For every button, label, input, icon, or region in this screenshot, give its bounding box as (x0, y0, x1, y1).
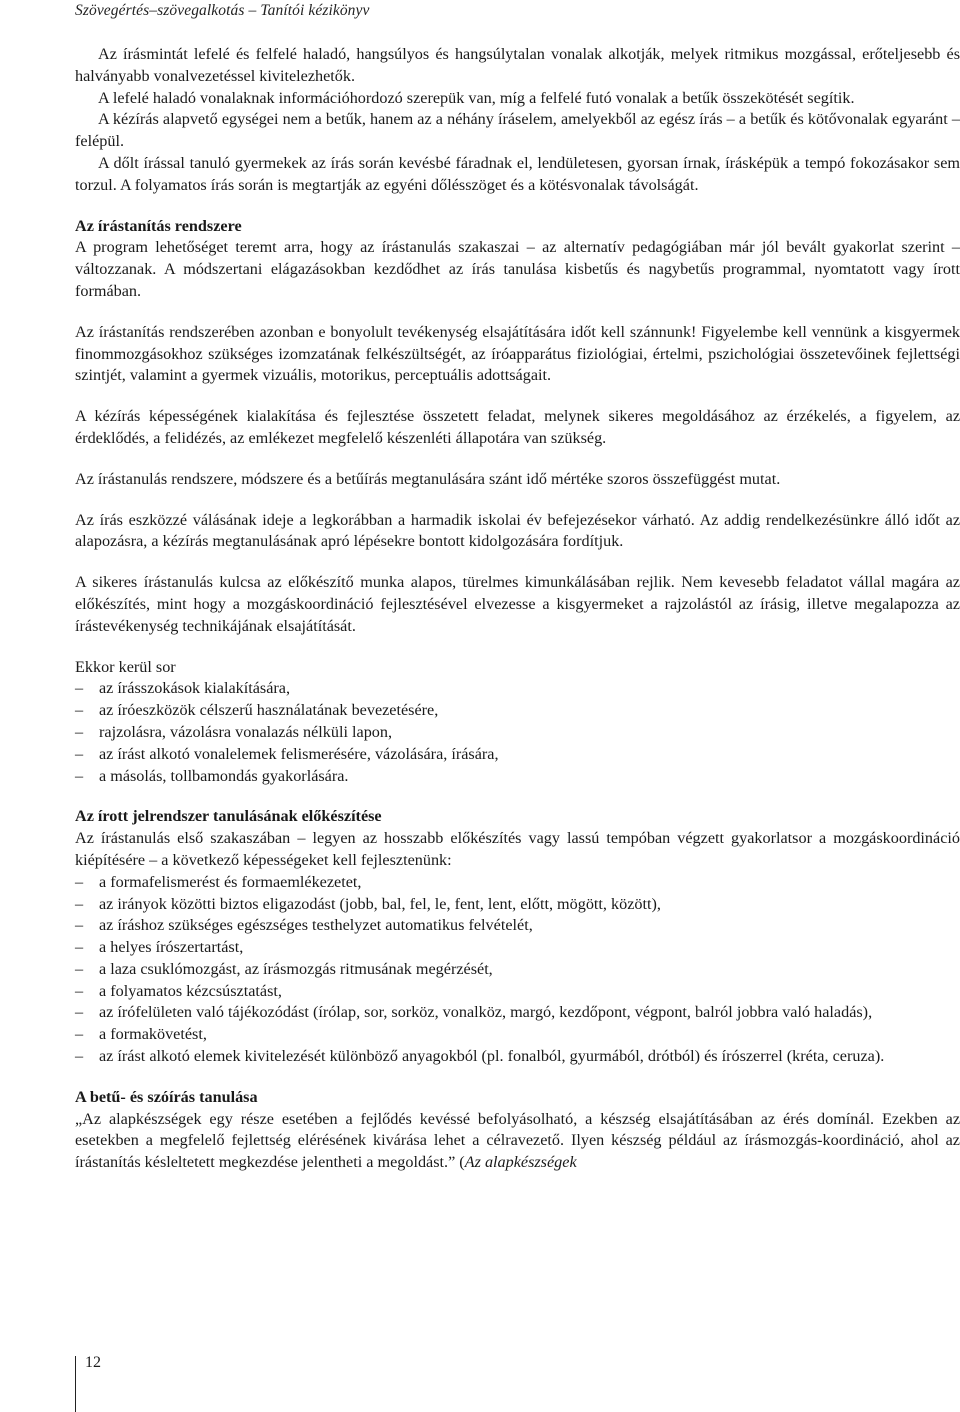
section-heading: Az írástanítás rendszere (75, 216, 242, 235)
paragraph: Az írás eszközzé válásának ideje a legkorábban a harmadik iskolai év befejezésekor várható. Az addig rendelkezésünkre álló időt az alapozásra, a kézírás megtanulásának apró lépésekre bontott kidolgozására fordítjuk. (75, 510, 960, 551)
paragraph: A dőlt írással tanuló gyermekek az írás során kevésbé fáradnak el, lendületesen, gyorsan írnak, írásképük a tempó fokozásakor sem torzul. A folyamatos írás során is megtartják az egyéni dőlésszöget és a kötésvonalak távolságát. (75, 153, 960, 194)
list-item: – az írófelületen való tájékozódást (írólap, sor, sorköz, vonalköz, margó, kezdőpont, végpont, balról jobbra való haladás), (75, 1002, 960, 1024)
paragraph: A sikeres írástanulás kulcsa az előkészítő munka alapos, türelmes kimunkálásában rejlik. Nem kevesebb feladatot vállal magára az előkészítés, mint hogy a mozgáskoordináció fejlesztésével elvezesse a kisgyermeket a rajzolástól az írásig, illetve megalapozza az írástevékenység technikájának elsajátítását. (75, 573, 960, 635)
paragraph: A kézírás képességének kialakítása és fejlesztése összetett feladat, melynek sikeres megoldásához az érzékelés, a figyelem, az érdeklődés, a felidézés, az emlékezet megfelelő készenléti állapotára van szükség. (75, 407, 960, 447)
paragraph: A kézírás alapvető egységei nem a betűk, hanem az a néhány íráselem, amelyekből az egész írás – a betűk és kötővonalak egyaránt – felépül. (75, 110, 960, 151)
list-item: – a laza csuklómozgást, az írásmozgás ritmusának megérzését, (75, 959, 960, 981)
paragraph: A lefelé haladó vonalaknak információhordozó szerepük van, míg a felfelé futó vonalak a betűk összekötését segítik. (98, 88, 855, 107)
dash-list (75, 678, 960, 787)
paragraph: Az írástanulás rendszere, módszere és a betűírás megtanulására szánt idő mértéke szoros összefüggést mutat. (75, 469, 781, 488)
list-item: – a formafelismerést és formaemlékezetet, (75, 872, 960, 894)
list-item: – a helyes írószertartást, (75, 937, 960, 959)
page-number-rule (75, 1356, 76, 1412)
paragraph: Az írástanítás rendszerében azonban e bonyolult tevékenység elsajátítására időt kell szánnunk! Figyelembe kell vennünk a kisgyermek finommozgásokhoz szükséges izomzatának felkészültségét, az íróapparátus fiziológiai, értelmi, pszichológiai összetevőinek fejlettségi szintjét, valamint a gyermek vizuális, motorikus, perceptuális adottságait. (75, 322, 960, 385)
quote-text: „Az alapkészségek egy része esetében a fejlődés kevéssé befolyásolható, a készség elsajátításában az érés domínál. Ezekben az esetekben a megfelelő fejlettség elérésének kivárása lehet a célravezető. Ilyen készség például az írásmozgás-koordináció, ahol az írástanítás késleltetett megkezdése jelentheti a megoldást.” ( (75, 1109, 960, 1172)
paragraph: A program lehetőséget teremt arra, hogy az írástanulás szakaszai – az alternatív pedagógiában már jól bevált gyakorlat szerint – változzanak. A módszertani elágazásokban kezdődhet az írás tanulása kisbetűs és nagybetűs programmal, nyomtatott vagy írott formában. (75, 238, 960, 300)
page-number: 12 (85, 1354, 101, 1371)
list-item: – a másolás, tollbamondás gyakorlására. (75, 766, 960, 788)
list-item: – az írást alkotó elemek kivitelezését különböző anyagokból (pl. fonalból, gyurmából, drótból) és írószerrel (kréta, ceruza). (75, 1046, 960, 1068)
list-item: – az irányok közötti biztos eligazodást (jobb, bal, fel, le, fent, lent, előtt, mögött, között), (75, 894, 960, 916)
page-content (75, 44, 960, 1174)
section-heading: Az írott jelrendszer tanulásának előkészítése (75, 807, 382, 826)
citation: Az alapkészségek (464, 1153, 577, 1172)
dash-list (75, 872, 960, 1068)
list-item: – az íróeszközök célszerű használatának bevezetésére, (75, 700, 960, 722)
list-item: – az íráshoz szükséges egészséges testhelyzet automatikus felvételét, (75, 915, 960, 937)
list-item: – a folyamatos kézcsúsztatást, (75, 981, 960, 1003)
list-item: – rajzolásra, vázolásra vonalazás nélküli lapon, (75, 722, 960, 744)
paragraph: Az írástanulás első szakaszában – legyen az hosszabb előkészítés vagy lassú tempóban végzett gyakorlatsor a mozgáskoordináció kiépítésére – a következő képességeket kell fejlesztenünk: (75, 829, 960, 869)
list-item: – az írásszokások kialakítására, (75, 678, 960, 700)
list-item: – a formakövetést, (75, 1024, 960, 1046)
quote-paragraph (75, 1109, 960, 1174)
running-head: Szövegértés–szövegalkotás – Tanítói kézikönyv (75, 2, 370, 19)
list-intro: Ekkor kerül sor (75, 657, 176, 676)
section-heading: A betű- és szóírás tanulása (75, 1087, 258, 1106)
list-item: – az írást alkotó vonalelemek felismerésére, vázolására, írására, (75, 744, 960, 766)
paragraph: Az írásmintát lefelé és felfelé haladó, hangsúlyos és hangsúlytalan vonalak alkotják, melyek ritmikus mozgással, erőteljesebb és halványabb vonalvezetéssel kivitelezhetők. (75, 45, 960, 85)
